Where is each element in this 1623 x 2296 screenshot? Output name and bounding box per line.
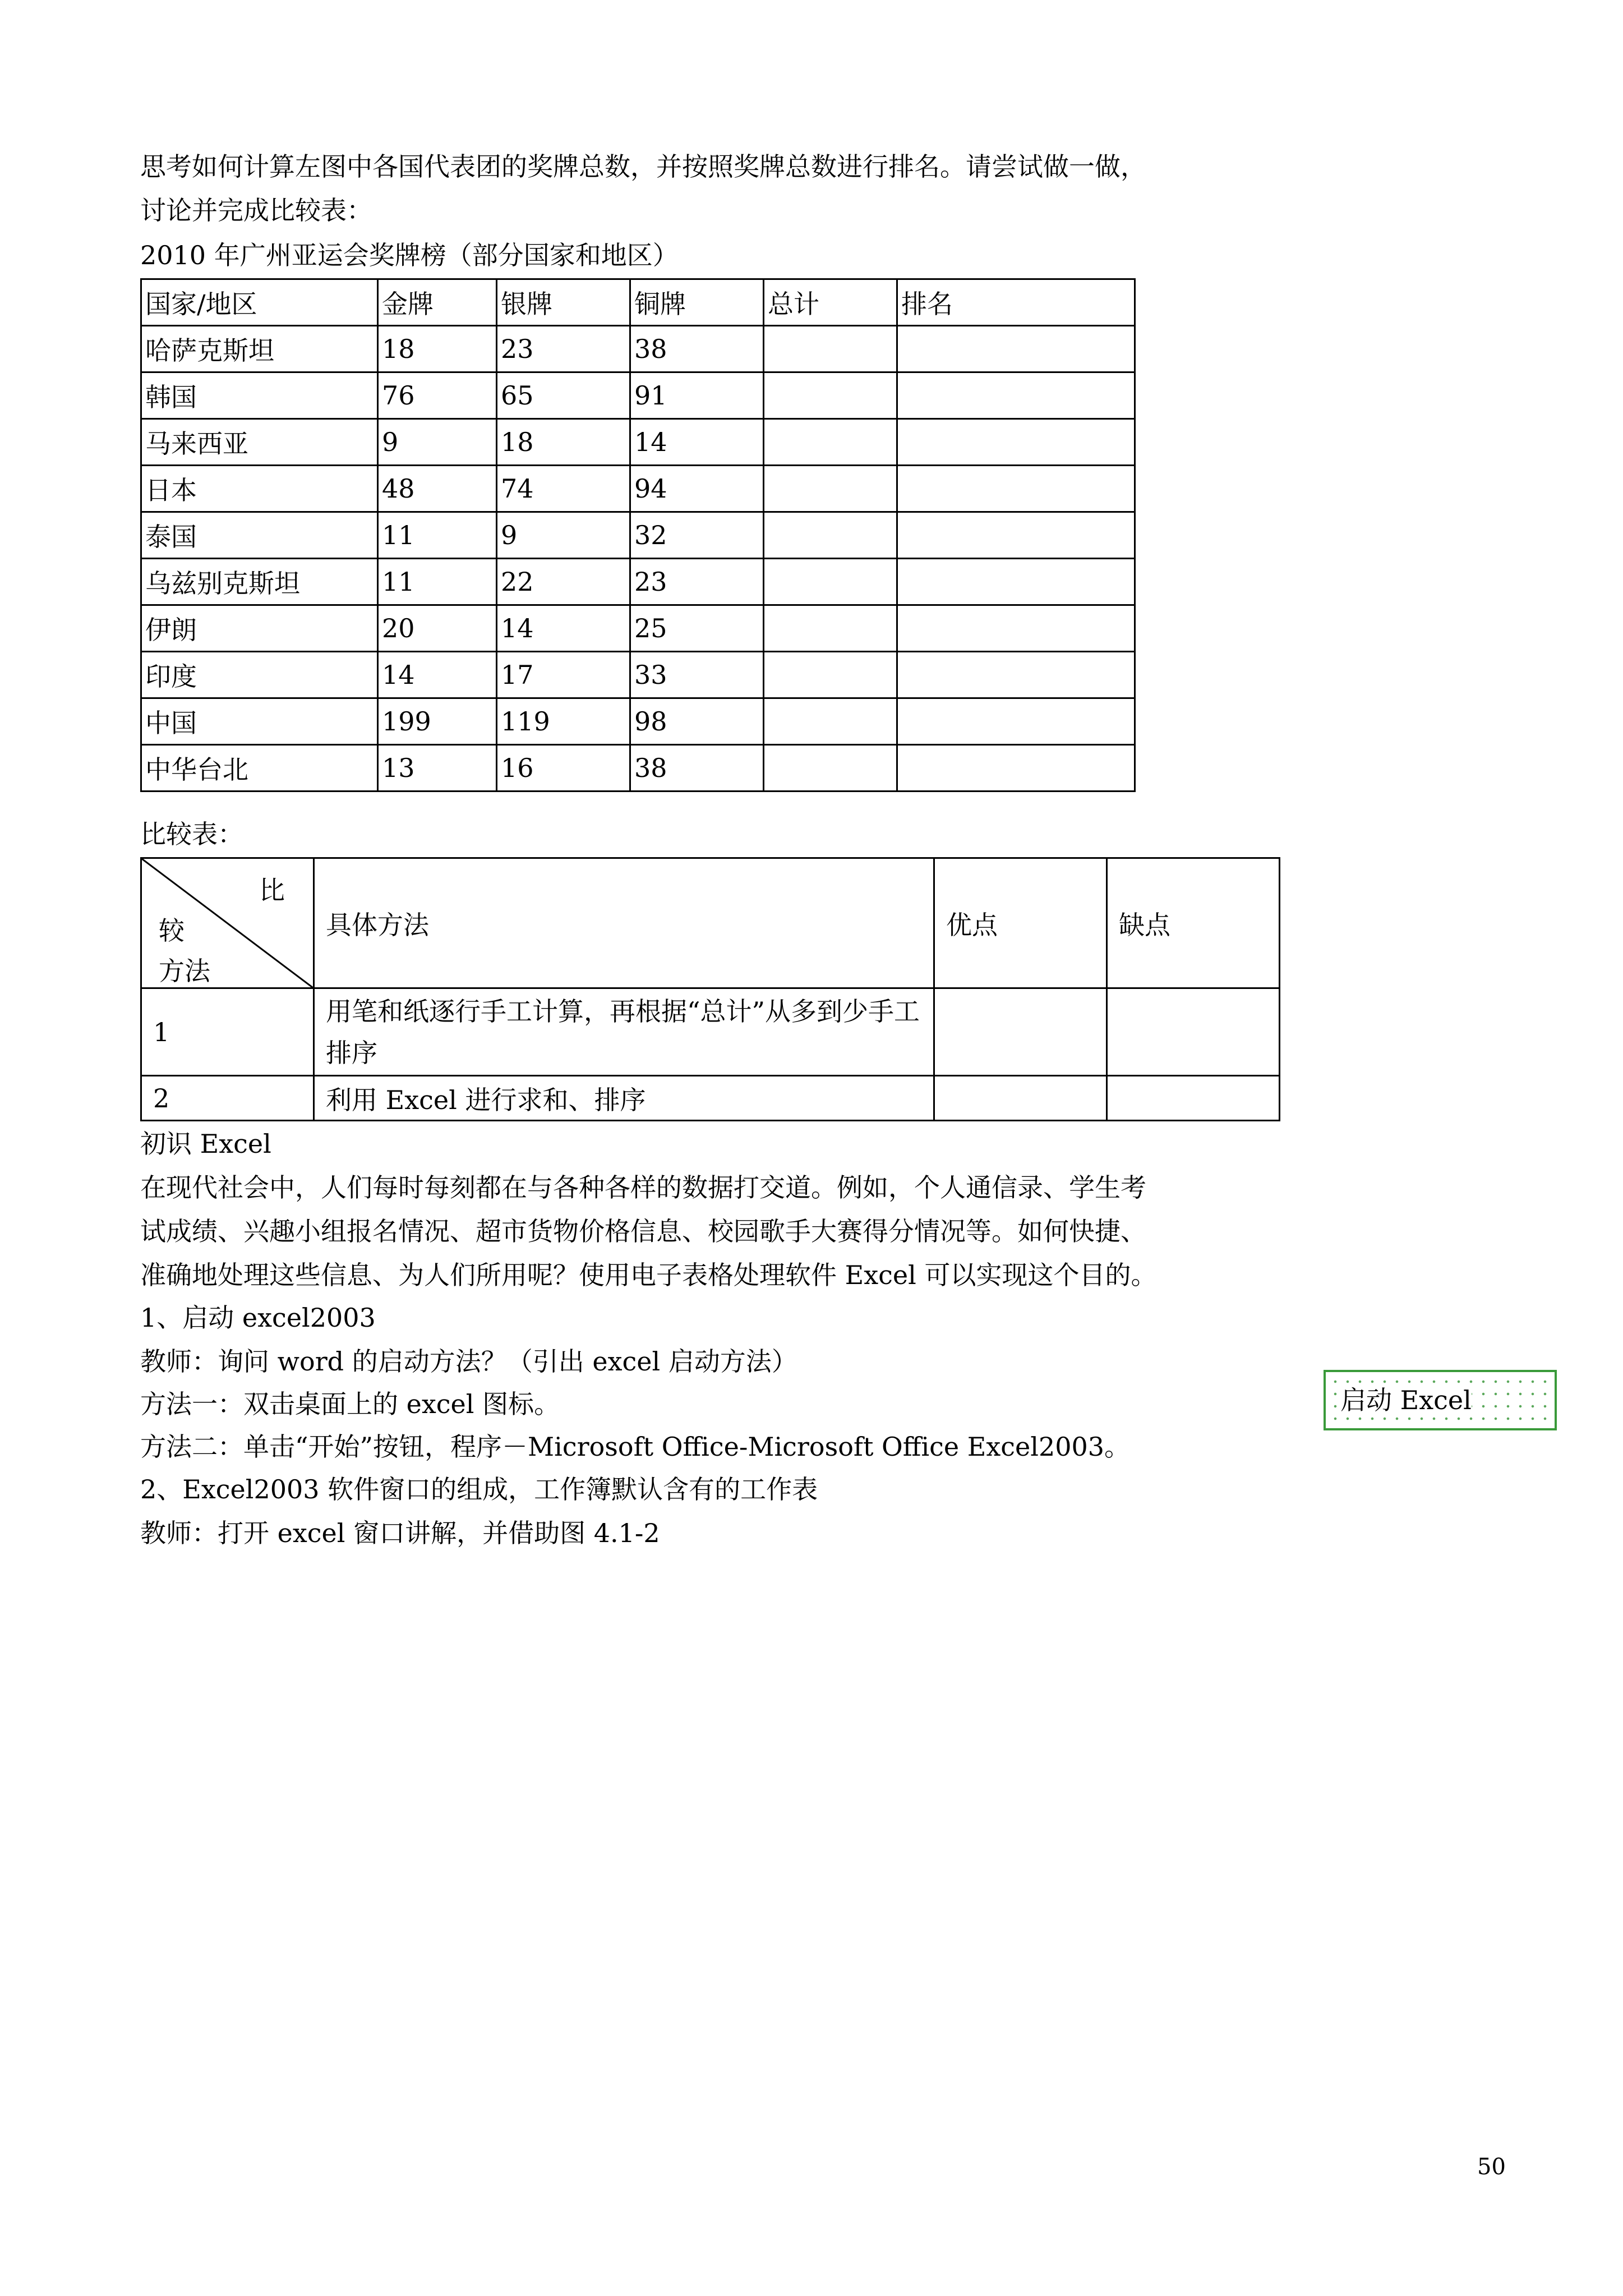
table-row [141, 512, 1135, 559]
step-2: 2、Excel2003 软件窗口的组成，工作簿默认含有的工作表 [140, 1474, 818, 1504]
paragraph-line-1: 在现代社会中，人们每时每刻都在与各种各样的数据打交道。例如，个人通信录、学生考 [140, 1172, 1146, 1203]
cell-silver: 16 [497, 745, 630, 792]
cell-total [764, 559, 897, 605]
method-2: 方法二：单击“开始”按钮，程序－Microsoft Office-Microsoft Office Excel2003。 [140, 1432, 1131, 1462]
side-note-box [1324, 1370, 1557, 1430]
header-rank: 排名 [897, 279, 1135, 326]
cell-country: 中国 [141, 698, 378, 745]
cell-bronze: 38 [630, 745, 764, 792]
teacher-note-2: 教师：打开 excel 窗口讲解，并借助图 4.1-2 [140, 1518, 660, 1548]
cell-bronze: 94 [630, 466, 764, 512]
cell-silver: 74 [497, 466, 630, 512]
cell-country: 泰国 [141, 512, 378, 559]
corner-label-top: 比 [259, 875, 285, 905]
cell-bronze: 14 [630, 419, 764, 466]
cell-gold: 20 [378, 605, 497, 652]
cell-bronze: 23 [630, 559, 764, 605]
table-row [141, 466, 1135, 512]
corner-label-mid: 较 [159, 915, 185, 946]
cell-country: 中华台北 [141, 745, 378, 792]
cell-rank [897, 372, 1135, 419]
cell-rank [897, 559, 1135, 605]
row-cons [1107, 988, 1280, 1076]
medal-table [140, 278, 1136, 792]
row-pros [934, 988, 1107, 1076]
cell-rank [897, 605, 1135, 652]
cell-total [764, 372, 897, 419]
row-method: 用笔和纸逐行手工计算，再根据“总计”从多到少手工排序 [314, 988, 934, 1076]
cell-country: 伊朗 [141, 605, 378, 652]
header-cons: 缺点 [1107, 858, 1280, 988]
header-country: 国家/地区 [141, 279, 378, 326]
cell-rank [897, 512, 1135, 559]
cell-country: 哈萨克斯坦 [141, 326, 378, 372]
cell-rank [897, 652, 1135, 698]
paragraph-line-3: 准确地处理这些信息、为人们所用呢？使用电子表格处理软件 Excel 可以实现这个目的。 [140, 1260, 1157, 1290]
side-note-label: 启动 Excel [1340, 1385, 1472, 1415]
medal-header-row [141, 279, 1135, 326]
cell-bronze: 25 [630, 605, 764, 652]
header-pros: 优点 [934, 858, 1107, 988]
row-number: 1 [141, 988, 314, 1076]
cell-gold: 48 [378, 466, 497, 512]
table-row [141, 605, 1135, 652]
row-number: 2 [141, 1076, 314, 1121]
cell-gold: 14 [378, 652, 497, 698]
paragraph-line-2: 试成绩、兴趣小组报名情况、超市货物价格信息、校园歌手大赛得分情况等。如何快捷、 [140, 1216, 1146, 1246]
cell-bronze: 33 [630, 652, 764, 698]
row-cons [1107, 1076, 1280, 1121]
cell-gold: 11 [378, 512, 497, 559]
cell-rank [897, 698, 1135, 745]
compare-row [141, 988, 1280, 1076]
table-row [141, 326, 1135, 372]
table-row [141, 559, 1135, 605]
table-row [141, 419, 1135, 466]
cell-gold: 76 [378, 372, 497, 419]
teacher-note-1: 教师：询问 word 的启动方法？（引出 excel 启动方法） [140, 1346, 797, 1377]
cell-country: 马来西亚 [141, 419, 378, 466]
cell-bronze: 91 [630, 372, 764, 419]
cell-bronze: 32 [630, 512, 764, 559]
cell-silver: 17 [497, 652, 630, 698]
cell-bronze: 38 [630, 326, 764, 372]
cell-country: 乌兹别克斯坦 [141, 559, 378, 605]
table-row [141, 745, 1135, 792]
cell-total [764, 466, 897, 512]
table-title: 2010 年广州亚运会奖牌榜（部分国家和地区） [140, 240, 679, 270]
step-1: 1、启动 excel2003 [140, 1303, 376, 1333]
cell-country: 日本 [141, 466, 378, 512]
table-row [141, 698, 1135, 745]
cell-silver: 119 [497, 698, 630, 745]
cell-total [764, 745, 897, 792]
row-method: 利用 Excel 进行求和、排序 [314, 1076, 934, 1121]
cell-bronze: 98 [630, 698, 764, 745]
section-heading: 初识 Excel [140, 1129, 271, 1159]
compare-table [140, 857, 1280, 1121]
header-gold: 金牌 [378, 279, 497, 326]
cell-total [764, 652, 897, 698]
table-row [141, 652, 1135, 698]
page-number: 50 [1477, 2154, 1506, 2180]
cell-total [764, 605, 897, 652]
cell-rank [897, 326, 1135, 372]
cell-rank [897, 419, 1135, 466]
cell-country: 印度 [141, 652, 378, 698]
cell-total [764, 419, 897, 466]
cell-gold: 18 [378, 326, 497, 372]
cell-silver: 23 [497, 326, 630, 372]
method-1: 方法一：双击桌面上的 excel 图标。 [140, 1389, 560, 1419]
compare-row [141, 1076, 1280, 1121]
cell-total [764, 326, 897, 372]
cell-silver: 65 [497, 372, 630, 419]
cell-gold: 11 [378, 559, 497, 605]
cell-total [764, 698, 897, 745]
cell-silver: 14 [497, 605, 630, 652]
intro-line-1: 思考如何计算左图中各国代表团的奖牌总数，并按照奖牌总数进行排名。请尝试做一做， [140, 151, 1146, 182]
diagonal-header-cell [141, 858, 314, 988]
compare-label: 比较表： [140, 819, 243, 849]
cell-total [764, 512, 897, 559]
cell-gold: 9 [378, 419, 497, 466]
header-method: 具体方法 [314, 858, 934, 988]
table-row [141, 372, 1135, 419]
cell-gold: 199 [378, 698, 497, 745]
corner-label-bottom: 方法 [159, 956, 210, 986]
cell-silver: 9 [497, 512, 630, 559]
cell-rank [897, 745, 1135, 792]
row-pros [934, 1076, 1107, 1121]
cell-silver: 22 [497, 559, 630, 605]
header-silver: 银牌 [497, 279, 630, 326]
cell-country: 韩国 [141, 372, 378, 419]
intro-line-2: 讨论并完成比较表： [140, 195, 372, 226]
cell-rank [897, 466, 1135, 512]
cell-gold: 13 [378, 745, 497, 792]
header-total: 总计 [764, 279, 897, 326]
cell-silver: 18 [497, 419, 630, 466]
header-bronze: 铜牌 [630, 279, 764, 326]
